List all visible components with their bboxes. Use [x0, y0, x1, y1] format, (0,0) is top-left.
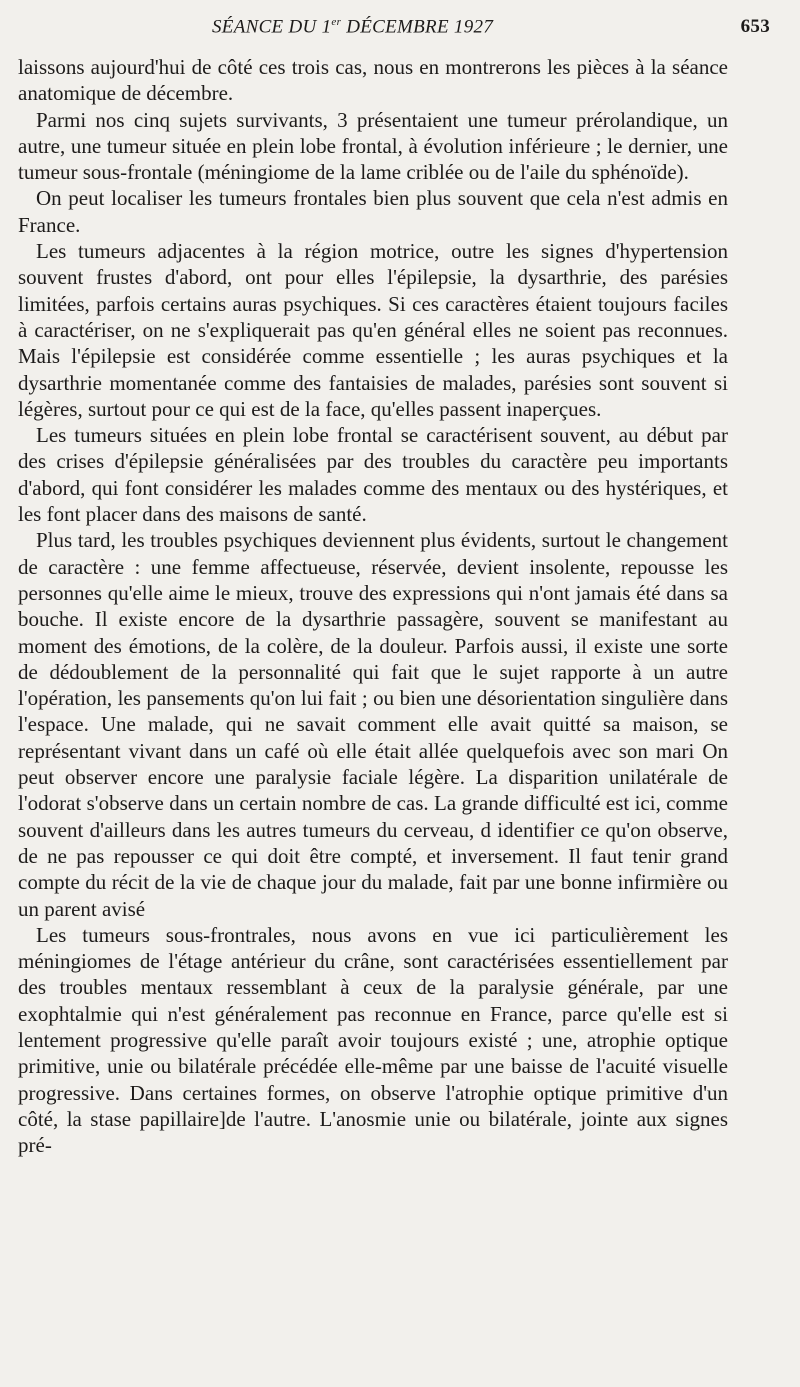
page-number: 653 [740, 16, 770, 37]
paragraph: Les tumeurs situées en plein lobe frontal se caractérisent souvent, au début par des crises d'épilepsie généralisées par des troubles du caractère peu importants d'abord, qui font considérer les malades comme des mentaux ou des hystériques, et les font placer dans des maisons de santé. [18, 423, 728, 527]
paragraph: Plus tard, les troubles psychiques deviennent plus évidents, surtout le changement de caractère : une femme affectueuse, réservée, devient insolente, repousse les personnes qu'elle aime le mieux, trouve des expressions qui n'ont jamais été dans sa bouche. Il existe encore de la dysarthrie passagère, souvent se manifestant au moment des émotions, de la colère, de la douleur. Parfois aussi, il existe une sorte de dédoublement de la personnalité qui fait que le sujet rapporte à un autre l'opération, les pansements qu'on lui fait ; ou bien une désorientation singulière dans l'espace. Une malade, qui ne savait comment elle avait quitté sa maison, se représentant vivant dans un café où elle était allée quelquefois avec son mari On peut observer encore une paralysie faciale légère. La disparition unilatérale de l'odorat s'observe dans un certain nombre de cas. La grande difficulté est ici, comme souvent d'ailleurs dans les autres tumeurs du cerveau, d identifier ce qu'on observe, de ne pas repousser ce qui doit être compté, et inversement. Il faut tenir grand compte du récit de la vie de chaque jour du malade, fait par une bonne infirmière ou un parent avisé [18, 528, 728, 921]
page-header [0, 14, 800, 44]
paragraph: Les tumeurs adjacentes à la région motrice, outre les signes d'hypertension souvent frustes d'abord, ont pour elles l'épilepsie, la dysarthrie, des parésies limitées, parfois certains auras psychiques. Si ces caractères étaient toujours faciles à caractériser, on ne s'expliquerait pas qu'en général elles ne soient pas reconnues. Mais l'épilepsie est considérée comme essentielle ; les auras psychiques et la dysarthrie momentanée comme des fantaisies de malades, parésies sont souvent si légères, surtout pour ce qui est de la face, qu'elles passent inaperçues. [18, 239, 728, 421]
ordinal-superscript: er [331, 16, 342, 28]
running-head: SÉANCE DU 1er DÉCEMBRE 1927 [212, 16, 494, 38]
paragraph: Les tumeurs sous-frontrales, nous avons en vue ici particulièrement les méningiomes de l'étage antérieur du crâne, sont caractérisées essentiellement par des troubles mentaux ressemblant à ceux de la paralysie générale, par une exophtalmie qui n'est généralement pas reconnue en France, parce qu'elle est si lentement progressive qu'elle paraît avoir toujours existé ; une, atrophie optique primitive, unie ou bilatérale précédée elle-même par une baisse de l'acuité visuelle progressive. Dans certaines formes, on observe l'atrophie optique primitive d'un côté, la stase papillaire]de l'autre. L'anosmie unie ou bilatérale, jointe aux signes pré- [18, 922, 728, 1158]
paragraph: On peut localiser les tumeurs frontales bien plus souvent que cela n'est admis en France. [18, 186, 728, 237]
paragraph: Parmi nos cinq sujets survivants, 3 présentaient une tumeur prérolandique, un autre, une tumeur située en plein lobe frontal, à évolution inférieure ; le dernier, une tumeur sous-frontale (méningiome de la lame criblée ou de l'aile du sphénoïde). [18, 107, 728, 185]
paragraph: laissons aujourd'hui de côté ces trois cas, nous en montrerons les pièces à la séance anatomique de décembre. [18, 55, 728, 106]
body-text [18, 54, 728, 1158]
